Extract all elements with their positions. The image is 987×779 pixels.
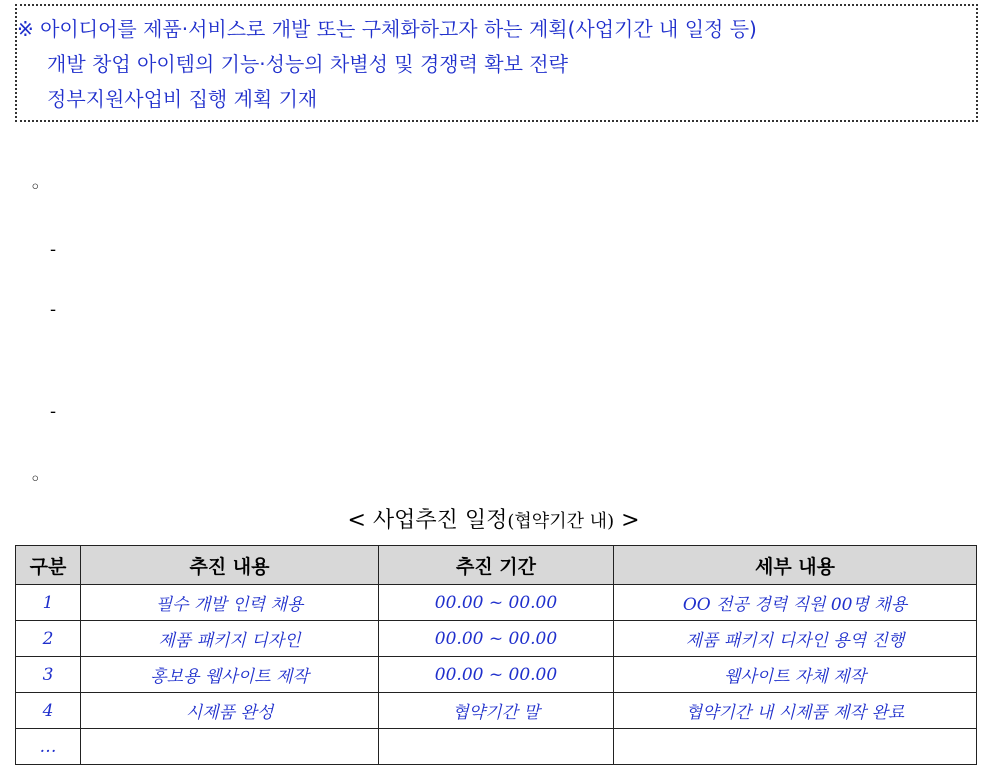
cell-details: OO 전공 경력 직원 00명 채용: [614, 585, 977, 621]
header-category: 구분: [16, 546, 81, 585]
schedule-table: [15, 545, 977, 765]
table-row: [16, 729, 977, 765]
cell-period: 00.00 ~ 00.00: [379, 585, 614, 621]
dash-bullet-2: -: [50, 299, 57, 320]
caption-period: (협약기간 내): [507, 511, 615, 532]
cell-content: [81, 729, 379, 765]
cell-period: 00.00 ~ 00.00: [379, 657, 614, 693]
dash-bullet-3: -: [50, 401, 57, 422]
dash-bullet-1: -: [50, 239, 57, 260]
cell-content: 필수 개발 인력 채용: [81, 585, 379, 621]
cell-category: 2: [16, 621, 81, 657]
cell-content: 홍보용 웹사이트 제작: [81, 657, 379, 693]
guide-line-2: 개발 창업 아이템의 기능·성능의 차별성 및 경쟁력 확보 전략: [47, 52, 568, 76]
cell-details: 협약기간 내 시제품 제작 완료: [614, 693, 977, 729]
circle-bullet-2: ◦: [30, 469, 41, 490]
table-row: [16, 621, 977, 657]
guide-line-3: 정부지원사업비 집행 계획 기재: [47, 87, 318, 111]
cell-details: 제품 패키지 디자인 용역 진행: [614, 621, 977, 657]
table-row: [16, 693, 977, 729]
cell-period: 00.00 ~ 00.00: [379, 621, 614, 657]
writing-guide-box: [15, 4, 978, 122]
table-caption: [0, 506, 987, 537]
cell-category: 1: [16, 585, 81, 621]
header-period: 추진 기간: [379, 546, 614, 585]
cell-category: 4: [16, 693, 81, 729]
cell-content: 제품 패키지 디자인: [81, 621, 379, 657]
circle-bullet-1: ◦: [30, 177, 41, 198]
header-content: 추진 내용: [81, 546, 379, 585]
table-header-row: [16, 546, 977, 585]
cell-details: 웹사이트 자체 제작: [614, 657, 977, 693]
cell-details: [614, 729, 977, 765]
caption-close: >: [614, 508, 640, 533]
caption-title: < 사업추진 일정: [347, 508, 508, 533]
guide-line-1: ※ 아이디어를 제품·서비스로 개발 또는 구체화하고자 하는 계획(사업기간 내 일정 등): [17, 17, 757, 41]
cell-category: 3: [16, 657, 81, 693]
header-details: 세부 내용: [614, 546, 977, 585]
cell-period: [379, 729, 614, 765]
table-row: [16, 585, 977, 621]
cell-content: 시제품 완성: [81, 693, 379, 729]
cell-category: …: [16, 729, 81, 765]
table-row: [16, 657, 977, 693]
cell-period: 협약기간 말: [379, 693, 614, 729]
